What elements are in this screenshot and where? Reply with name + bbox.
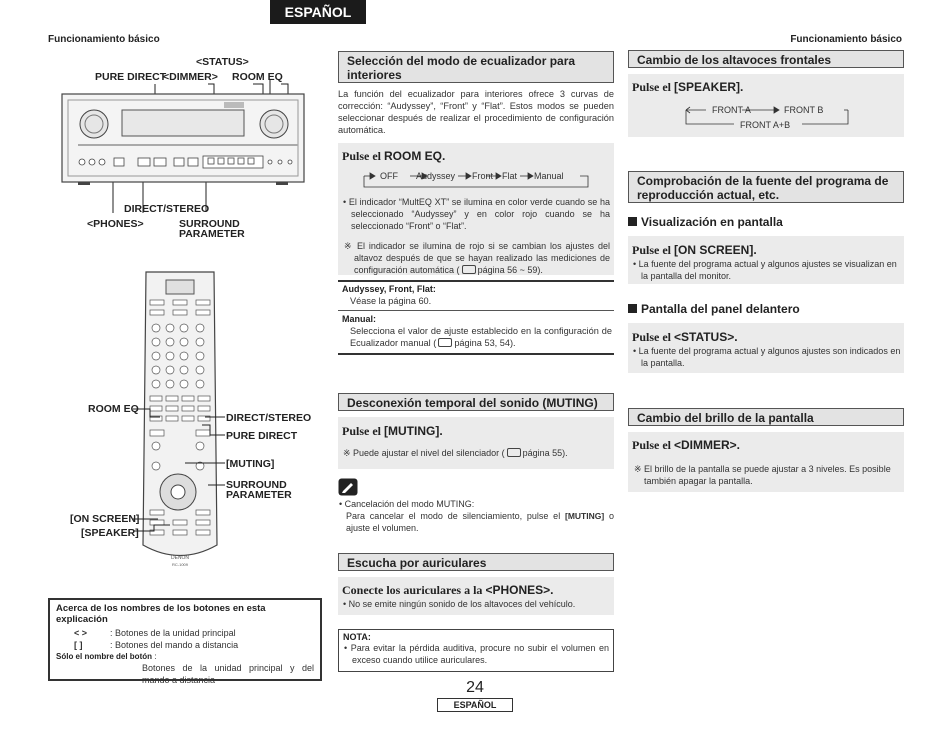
remote-label-muting: [MUTING] [226, 458, 275, 470]
phones-note-title: NOTA: [343, 632, 371, 642]
speaker-front-ab: FRONT A+B [740, 120, 791, 130]
source-pulse1: Pulse el [632, 243, 671, 257]
muting-note [342, 447, 610, 459]
speaker-pulse-line [632, 80, 743, 95]
phones-note-text: • Para evitar la pérdida auditiva, procure no subir el volumen en exceso cuando utilice auriculares. [344, 643, 609, 665]
dimmer-note: ※ El brillo de la pantalla se puede ajustar a 3 niveles. Es posible también apagar la pantalla. [634, 464, 891, 486]
source-key2: <STATUS>. [674, 330, 738, 344]
eq-bullet: • El indicador “MultEQ XT” se ilumina en color verde cuando se ha seleccionado “Audyssey” y en color rojo cuando se ha seleccionado “Front” o “Flat”. [343, 197, 610, 231]
eq-note-b: página 56 ~ 59). [477, 265, 543, 275]
dimmer-heading: Cambio del brillo de la pantalla [628, 408, 904, 426]
label-dimmer: <DIMMER> [163, 71, 218, 83]
remote-model: RC-1009 [171, 562, 188, 567]
phones-key: <PHONES>. [485, 583, 554, 597]
remote-leader-lines [130, 395, 240, 545]
running-head-right: Funcionamiento básico [790, 34, 902, 45]
page-reference-icon [462, 265, 476, 274]
remote-label-room-eq: ROOM EQ [88, 403, 139, 415]
eq-flow-front: Front [472, 171, 494, 181]
onscreen-pulse-line [632, 243, 757, 258]
phones-pulse: Conecte los auriculares a la [342, 583, 483, 597]
muting-note-a: ※ Puede ajustar el nivel del silenciador ( [343, 448, 505, 458]
label-status: <STATUS> [196, 56, 249, 68]
eq-flow-flat: Flat [502, 171, 518, 181]
eq-key: ROOM EQ. [384, 149, 446, 163]
dimmer-pulse-line [632, 438, 740, 453]
legend-row3-colon: : [154, 652, 157, 661]
speaker-pulse: Pulse el [632, 80, 671, 94]
muting-cancel-text-a: Para cancelar el modo de silenciamiento, pulse el [346, 511, 565, 521]
label-surround: SURROUND [179, 218, 240, 230]
legend-row2-symbol: [ ] [74, 640, 83, 650]
square-bullet-icon [628, 217, 637, 226]
eq-heading: Selección del modo de ecualizador para interiores [338, 51, 614, 83]
eq-note-a: ※ El indicador se ilumina de rojo si se cambian los ajustes del altavoz después de que se hayan realizado las mediciones de configuración automática ( [344, 241, 610, 275]
muting-cancel-text-b: o ajuste el volumen. [346, 511, 614, 533]
dimmer-pulse: Pulse el [632, 438, 671, 452]
eq-pulse-line [342, 149, 445, 164]
eq-def2-desc [350, 325, 612, 349]
source-heading: Comprobación de la fuente del programa de reproducción actual, etc. [628, 171, 904, 203]
remote-label-on-screen: [ON SCREEN] [70, 513, 140, 525]
page-number: 24 [466, 679, 484, 696]
muting-cancel-title: • Cancelación del modo MUTING: [339, 499, 475, 509]
speaker-heading: Cambio de los altavoces frontales [628, 50, 904, 68]
muting-cancel-key: [MUTING] [565, 511, 605, 521]
label-surround-parameter: PARAMETER [179, 228, 245, 240]
eq-intro: La función del ecualizador para interiores ofrece 3 curvas de corrección: “Audyssey”, “Front” y “Flat”. Estos modos se pueden seleccionar después de realizar el procedimiento de configuración automática. [338, 89, 614, 135]
legend-row2-text: : Botones del mando a distancia [110, 640, 239, 650]
legend-row3-label: Sólo el nombre del botón [56, 652, 152, 661]
eq-flow-audyssey: Audyssey [416, 171, 456, 181]
eq-def2-desc-a: Selecciona el valor de ajuste establecido en la configuración de Ecualizador manual ( [350, 326, 612, 348]
label-direct-stereo: DIRECT/STEREO [124, 203, 210, 215]
source-bullet2: • La fuente del programa actual y algunos ajustes son indicados en la pantalla. [633, 346, 901, 368]
footer-language: ESPAÑOL [437, 698, 513, 712]
eq-def-divider-top [338, 280, 614, 282]
page-reference-icon [507, 448, 521, 457]
muting-heading: Desconexión temporal del sonido (MUTING) [338, 393, 614, 411]
muting-cancel-text [346, 510, 614, 534]
source-sub1: Visualización en pantalla [641, 215, 783, 229]
dimmer-key: <DIMMER>. [674, 438, 741, 452]
status-pulse-line [632, 330, 738, 345]
language-tab: ESPAÑOL [270, 0, 366, 24]
muting-key: [MUTING]. [384, 424, 443, 438]
page-reference-icon [438, 338, 452, 347]
label-phones: <PHONES> [87, 218, 144, 230]
eq-def1-term: Audyssey, Front, Flat: [342, 284, 436, 294]
source-sub2-line [628, 302, 800, 316]
muting-pulse-line [342, 424, 443, 439]
eq-def2-term: Manual: [342, 314, 377, 324]
button-legend-box [48, 598, 322, 685]
eq-flow-off: OFF [380, 171, 398, 181]
muting-note-b: página 55). [522, 448, 568, 458]
legend-row1-text: : Botones de la unidad principal [110, 628, 236, 638]
phones-note-box [338, 629, 614, 672]
speaker-front-b: FRONT B [784, 105, 824, 115]
remote-label-direct-stereo: DIRECT/STEREO [226, 412, 312, 424]
eq-def-divider-mid [338, 310, 614, 311]
speaker-front-a: FRONT A [712, 105, 751, 115]
square-bullet-icon [628, 304, 637, 313]
source-key1: [ON SCREEN]. [674, 243, 757, 257]
remote-label-surround: SURROUND [226, 479, 287, 491]
label-pure-direct: PURE DIRECT [95, 71, 167, 83]
front-panel-drawing [58, 80, 318, 220]
remote-label-speaker: [SPEAKER] [81, 527, 139, 539]
legend-row3-text: Botones de la unidad principal y del mando a distancia [142, 663, 314, 685]
label-room-eq: ROOM EQ [232, 71, 283, 83]
eq-def1-desc: Véase la página 60. [350, 296, 432, 306]
remote-brand: DENON [170, 555, 190, 561]
remote-label-pure-direct: PURE DIRECT [226, 430, 298, 442]
muting-pulse: Pulse el [342, 424, 381, 438]
legend-title: Acerca de los nombres de los botones en esta explicación [56, 603, 266, 625]
phones-bullet: • No se emite ningún sonido de los altavoces del vehículo. [343, 599, 576, 609]
source-sub1-line [628, 215, 783, 229]
eq-note [342, 240, 610, 276]
running-head-left: Funcionamiento básico [48, 34, 160, 45]
source-sub2: Pantalla del panel delantero [641, 302, 800, 316]
phones-heading: Escucha por auriculares [338, 553, 614, 571]
phones-pulse-line [342, 583, 553, 598]
source-bullet1: • La fuente del programa actual y algunos ajustes se visualizan en la pantalla del monitor. [633, 259, 897, 281]
eq-pulse: Pulse el [342, 149, 381, 163]
source-pulse2: Pulse el [632, 330, 671, 344]
speaker-key: [SPEAKER]. [674, 80, 744, 94]
remote-label-surround-parameter: PARAMETER [226, 489, 292, 501]
legend-row1-symbol: < > [74, 628, 88, 638]
eq-flow-manual: Manual [534, 171, 564, 181]
pencil-icon [338, 478, 358, 496]
eq-def-divider-bottom [338, 353, 614, 355]
eq-def2-desc-b: página 53, 54). [454, 338, 516, 348]
